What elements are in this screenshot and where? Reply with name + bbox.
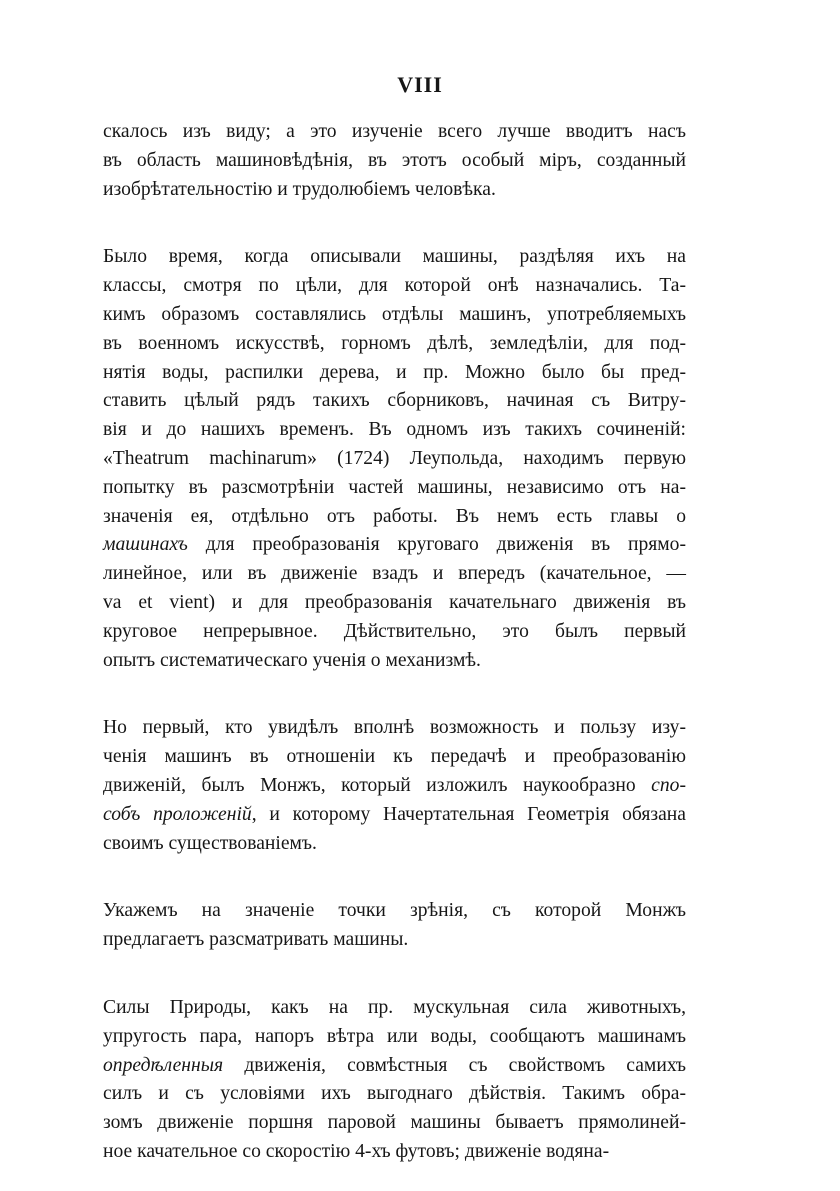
italic-text: спо- (651, 774, 686, 796)
paragraph (103, 994, 686, 1167)
text-run: , и которому Начертательная Геометрія обязана (251, 803, 686, 825)
text-line: скалось изъ виду; а это изученіе всего лучше вводитъ насъ (103, 121, 686, 142)
text-line: попытку въ разсмотрѣніи частей машины, независимо отъ на- (103, 476, 686, 498)
text-line: опытъ систематическаго ученія о механизмѣ. (103, 649, 481, 671)
text-line: ченія машинъ въ отношеніи къ передачѣ и преобразованію (103, 746, 686, 768)
text-line: значенія ея, отдѣльно отъ работы. Въ немъ есть главы о (103, 505, 686, 527)
page-number: VIII (397, 72, 443, 97)
text-line: упругость пара, напоръ вѣтра или воды, сообщаютъ машинамъ (103, 1025, 686, 1047)
text-run: движеній, былъ Монжъ, который изложилъ наукообразно (103, 774, 652, 796)
text-line: зомъ движеніе поршня паровой машины бываетъ прямолиней- (103, 1112, 686, 1134)
text-line: ное качательное со скоростію 4-хъ футовъ; движеніе водяна- (103, 1140, 610, 1162)
text-line (103, 531, 686, 560)
text-line: линейное, или въ движеніе взадъ и впередъ (качательное, — (103, 563, 686, 585)
text-line: Но первый, кто увидѣлъ вполнѣ возможность и пользу изу- (103, 717, 686, 739)
text-line: va et vient) и для преобразованія качательнаго движенія въ (103, 591, 686, 613)
text-run: для преобразованія круговаго движенія въ прямо- (187, 534, 686, 556)
text-line: классы, смотря по цѣли, для которой онѣ назначались. Та- (103, 275, 686, 297)
body-text (103, 118, 686, 1167)
text-line: вія и до нашихъ временъ. Въ одномъ изъ такихъ сочиненій: (103, 419, 686, 441)
paragraph (103, 897, 686, 955)
italic-text: опредѣленныя (103, 1054, 224, 1076)
text-line: Укажемъ на значеніе точки зрѣнія, съ которой Монжъ (103, 900, 686, 922)
text-line: своимъ существованіемъ. (103, 832, 317, 854)
text-line: Было время, когда описывали машины, раздѣляя ихъ на (103, 246, 686, 268)
italic-text: машинахъ (103, 534, 188, 556)
text-line: въ военномъ искусствѣ, горномъ дѣлѣ, земледѣліи, для под- (103, 332, 686, 354)
text-line: круговое непрерывное. Дѣйствительно, это былъ первый (103, 620, 686, 642)
text-line: силъ и съ условіями ихъ выгоднаго дѣйствія. Такимъ обра- (103, 1083, 686, 1105)
text-line: изобрѣтательностію и трудолюбіемъ человѣка. (103, 178, 496, 200)
text-line: въ область машиновѣдѣнія, въ этотъ особый міръ, созданный (103, 149, 686, 171)
text-line (103, 801, 686, 830)
italic-text: собъ проложеній (103, 803, 252, 825)
text-line: предлагаетъ разсматривать машины. (103, 929, 409, 951)
paragraph (103, 243, 686, 675)
text-line: ставить цѣлый рядъ такихъ сборниковъ, начиная съ Витру- (103, 390, 686, 412)
text-line: нятія воды, распилки дерева, и пр. Можно было бы пред- (103, 361, 686, 383)
text-run: движенія, совмѣстныя съ свойствомъ самихъ (223, 1054, 686, 1076)
text-line: Силы Природы, какъ на пр. мускульная сила животныхъ, (103, 996, 686, 1018)
text-line: «Theatrum machinarum» (1724) Леупольда, находимъ первую (103, 447, 686, 469)
text-line (103, 1052, 686, 1081)
paragraph (103, 118, 686, 204)
text-line (103, 772, 686, 801)
text-line: кимъ образомъ составлялись отдѣлы машинъ, употребляемыхъ (103, 303, 686, 325)
paragraph (103, 714, 686, 858)
